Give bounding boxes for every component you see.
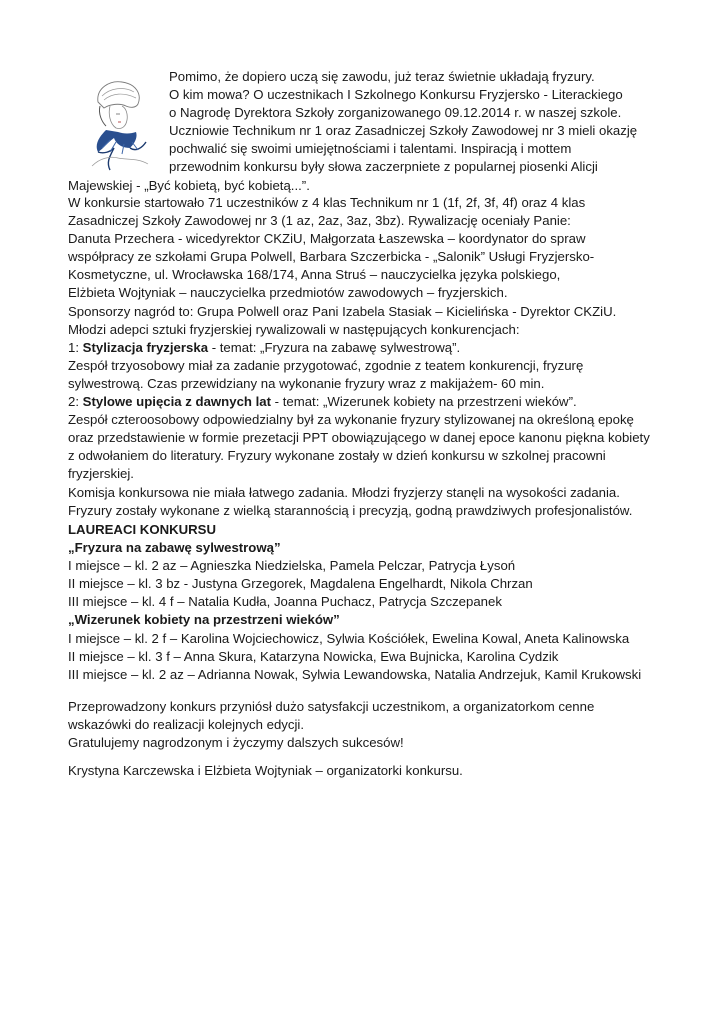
winner-entry: II miejsce – kl. 3 bz - Justyna Grzegorek, Magdalena Engelhardt, Nikola Chrzan	[68, 576, 533, 592]
intro-line: pochwalić się swoimi umiejętnościami i talentami. Inspiracją i mottem	[169, 141, 572, 157]
body-line: Danuta Przechera - wicedyrektor CKZiU, Małgorzata Łaszewska – koordynator do spraw	[68, 231, 586, 247]
competition-1-theme: - temat: „Fryzura na zabawę sylwestrową”.	[208, 339, 461, 355]
competition-1-title	[68, 339, 668, 357]
competition-1-desc: sylwestrową. Czas przewidziany na wykonanie fryzury wraz z makijażem- 60 min.	[68, 375, 545, 391]
competition-2-name: Stylowe upięcia z dawnych lat	[82, 394, 272, 410]
competition-2-desc: fryzjerskiej.	[68, 466, 134, 482]
competition-1-desc: Zespół trzyosobowy miał za zadanie przygotować, zgodnie z teatem konkurencji, fryzurę	[68, 357, 584, 373]
winner-entry: II miejsce – kl. 3 f – Anna Skura, Katarzyna Nowicka, Ewa Bujnicka, Karolina Cydzik	[68, 648, 559, 664]
intro-line: O kim mowa? O uczestnikach I Szkolnego Konkursu Fryzjersko - Literackiego	[169, 87, 623, 103]
competition-2-desc: Zespół czteroosobowy odpowiedzialny był za wykonanie fryzury stylizowanej na określoną epokę	[68, 412, 634, 428]
signature-line: Krystyna Karczewska i Elżbieta Wojtyniak – organizatorki konkursu.	[68, 763, 463, 778]
competition-2-theme: - temat: „Wizerunek kobiety na przestrzeni wieków”.	[271, 394, 577, 410]
summary-paragraph	[68, 698, 668, 752]
winner-entry: III miejsce – kl. 4 f – Natalia Kudła, Joanna Puchacz, Patrycja Szczepanek	[68, 594, 502, 610]
body-line: Elżbieta Wojtyniak – nauczycielka przedmiotów zawodowych – fryzjerskich.	[68, 285, 508, 301]
winners-section	[68, 521, 668, 684]
sponsors-line: Sponsorzy nagród to: Grupa Polwell oraz Pani Izabela Stasiak – Kicielińska - Dyrektor CKZiU.	[68, 303, 617, 319]
closing-line: Komisja konkursowa nie miała łatwego zadania. Młodzi fryzjerzy stanęli na wysokości zadania.	[68, 484, 620, 500]
summary-line: Gratulujemy nagrodzonym i życzymy dalszych sukcesów!	[68, 735, 404, 751]
competition-2-desc: z odwołaniem do literatury. Fryzury wykonane zostały w dzień konkursu w szkolnej pracowni	[68, 448, 606, 464]
competition-2-desc: oraz przedstawienie w formie prezetacji PPT obowiązującego w danej epoce kanonu piękna kobiety	[68, 430, 650, 446]
body-line: Kosmetyczne, ul. Wrocławska 168/174, Anna Struś – nauczycielka języka polskiego,	[68, 267, 561, 283]
intro-line: Uczniowie Technikum nr 1 oraz Zasadniczej Szkoły Zawodowej nr 3 mieli okazję	[169, 123, 638, 139]
body-line: W konkursie startowało 71 uczestników z 4 klas Technikum nr 1 (1f, 2f, 3f, 4f) oraz 4 klas	[68, 195, 586, 210]
closing-line: Fryzury zostały wykonane z wielką starannością i precyzją, godną prawdziwych profesjonalistów.	[68, 502, 633, 518]
competition-1-name: Stylizacja fryzjerska	[82, 339, 209, 355]
body-paragraph	[68, 194, 668, 520]
category-1-title: „Fryzura na zabawę sylwestrową”	[68, 540, 281, 556]
competition-1-number: 1:	[68, 339, 83, 355]
winner-entry: I miejsce – kl. 2 az – Agnieszka Niedzielska, Pamela Pelczar, Patrycja Łysoń	[68, 558, 516, 574]
winners-heading: LAUREACI KONKURSU	[68, 522, 216, 537]
category-2-title: „Wizerunek kobiety na przestrzeni wieków”	[68, 612, 340, 628]
signature-paragraph	[68, 762, 668, 780]
intro-line: Majewskiej - „Być kobietą, być kobietą...”.	[68, 177, 310, 193]
intro-line: o Nagrodę Dyrektora Szkoły zorganizowanego 09.12.2014 r. w naszej szkole.	[169, 105, 622, 121]
summary-line: wskazówki do realizacji kolejnych edycji.	[68, 717, 305, 733]
summary-line: Przeprowadzony konkurs przyniósł dużo satysfakcji uczestnikom, a organizatorkom cenne	[68, 699, 595, 714]
body-line: współpracy ze szkołami Grupa Polwell, Barbara Szczerbicka - „Salonik” Usługi Fryzjersko-	[68, 249, 595, 265]
winner-entry: III miejsce – kl. 2 az – Adrianna Nowak, Sylwia Lewandowska, Natalia Andrzejuk, Kamil Krukowski	[68, 666, 642, 682]
body-line: Zasadniczej Szkoły Zawodowej nr 3 (1 az, 2az, 3az, 3bz). Rywalizację oceniały Panie:	[68, 213, 571, 229]
competitions-intro: Młodzi adepci sztuki fryzjerskiej rywalizowali w następujących konkurencjach:	[68, 321, 520, 337]
intro-line: Pomimo, że dopiero uczą się zawodu, już teraz świetnie układają fryzury.	[169, 69, 595, 84]
competition-2-title	[68, 393, 668, 411]
competition-2-number: 2:	[68, 394, 83, 410]
winner-entry: I miejsce – kl. 2 f – Karolina Wojciechowicz, Sylwia Kościółek, Ewelina Kowal, Aneta Kalinowska	[68, 630, 630, 646]
intro-line: przewodnim konkursu były słowa zaczerpniete z popularnej piosenki Alicji	[169, 159, 598, 175]
intro-paragraph	[68, 68, 668, 195]
